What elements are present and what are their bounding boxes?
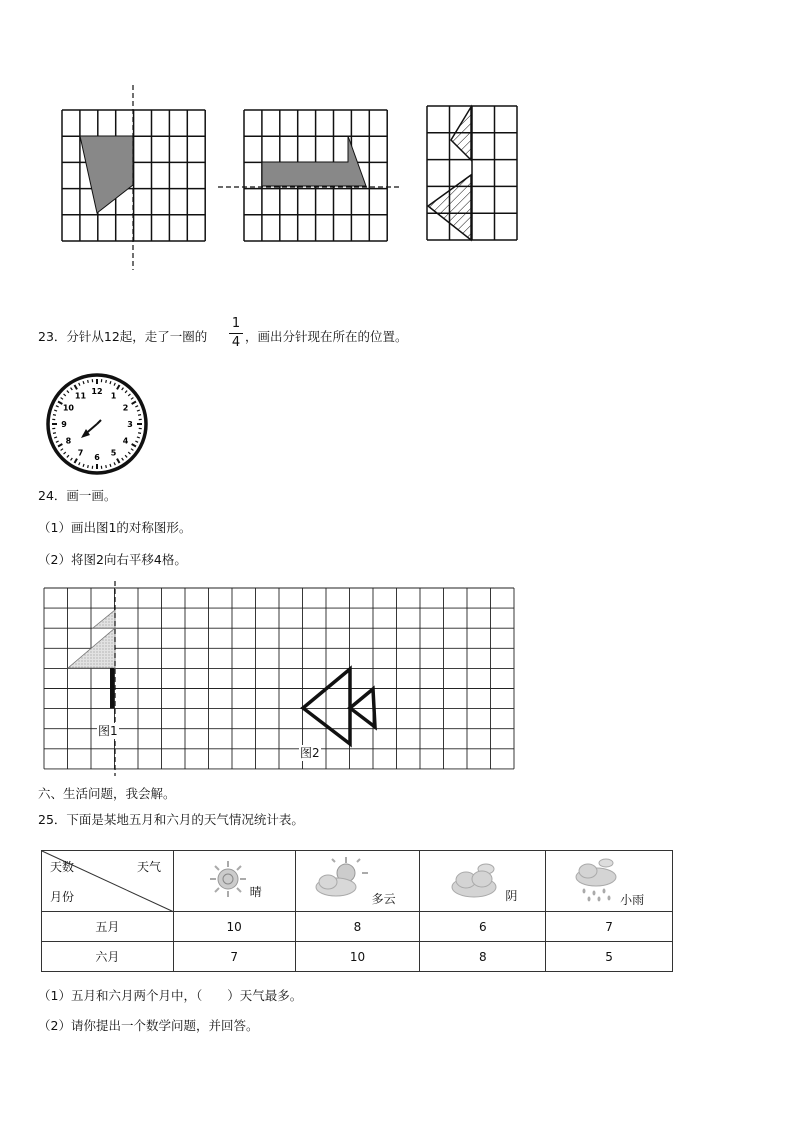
cell-value: 7	[173, 942, 295, 972]
cell-value: 8	[295, 912, 420, 942]
cell-value: 10	[295, 942, 420, 972]
clock-number: 2	[122, 403, 129, 413]
fig2-triangle-large	[303, 669, 350, 744]
q23-text-after: ，画出分针现在所在的位置。	[245, 329, 408, 344]
clock-number: 8	[65, 436, 72, 446]
q23-text: 23．分针从12起，走了一圈的	[38, 329, 208, 344]
cell-value: 10	[173, 912, 295, 942]
clock-number: 11	[74, 391, 87, 401]
fig2-triangle-small	[350, 689, 375, 727]
overcast-icon	[450, 861, 502, 899]
header-cloudy-label: 多云	[371, 892, 396, 906]
cell-value: 7	[546, 912, 673, 942]
weather-table	[41, 850, 673, 972]
header-overcast	[420, 851, 546, 912]
q25-sub2: （2）请你提出一个数学问题，并回答。	[38, 1018, 259, 1033]
header-sunny	[173, 851, 295, 912]
clock-number: 10	[62, 403, 74, 413]
clock-number: 6	[94, 453, 100, 462]
cell-value: 8	[420, 942, 546, 972]
header-rain-label: 小雨	[620, 893, 645, 907]
fraction-denominator: 4	[231, 335, 241, 350]
fig2-label: 图2	[300, 746, 320, 760]
fraction-numerator: 1	[231, 316, 241, 331]
row-month: 五月	[42, 912, 174, 942]
table-row	[42, 912, 673, 942]
row-month: 六月	[42, 942, 174, 972]
table-header-row	[42, 851, 673, 912]
corner-month-label: 月份	[50, 890, 75, 904]
q24-title: 24．画一画。	[38, 488, 117, 503]
clock-number: 12	[91, 387, 103, 396]
header-rain	[546, 851, 673, 912]
section-6-title: 六、生活问题，我会解。	[38, 786, 176, 801]
cell-value: 5	[546, 942, 673, 972]
clock-number: 1	[110, 391, 117, 401]
fig1-label: 图1	[98, 724, 118, 738]
light-rain-icon	[574, 857, 622, 903]
clock-number: 4	[122, 436, 129, 446]
clock-number: 5	[110, 448, 117, 458]
header-cloudy	[295, 851, 420, 912]
q24-sub1: （1）画出图1的对称图形。	[38, 520, 192, 535]
clock-number: 3	[127, 420, 133, 429]
q25-sub1: （1）五月和六月两个月中，（ ）天气最多。	[38, 988, 303, 1003]
clock-number: 7	[77, 448, 84, 458]
fig1-triangle-small	[93, 610, 115, 628]
clock-number: 9	[61, 420, 67, 429]
corner-days-label: 天数	[50, 860, 75, 874]
table-corner-cell	[42, 851, 174, 912]
sunny-icon	[208, 859, 248, 899]
table-row	[42, 942, 673, 972]
q25-title: 25．下面是某地五月和六月的天气情况统计表。	[38, 812, 304, 827]
header-sunny-label: 晴	[249, 885, 262, 899]
q24-sub2: （2）将图2向右平移4格。	[38, 552, 187, 567]
cell-value: 6	[420, 912, 546, 942]
partly-cloudy-icon	[314, 855, 370, 901]
corner-weather-label: 天气	[137, 860, 162, 874]
header-overcast-label: 阴	[505, 889, 518, 903]
